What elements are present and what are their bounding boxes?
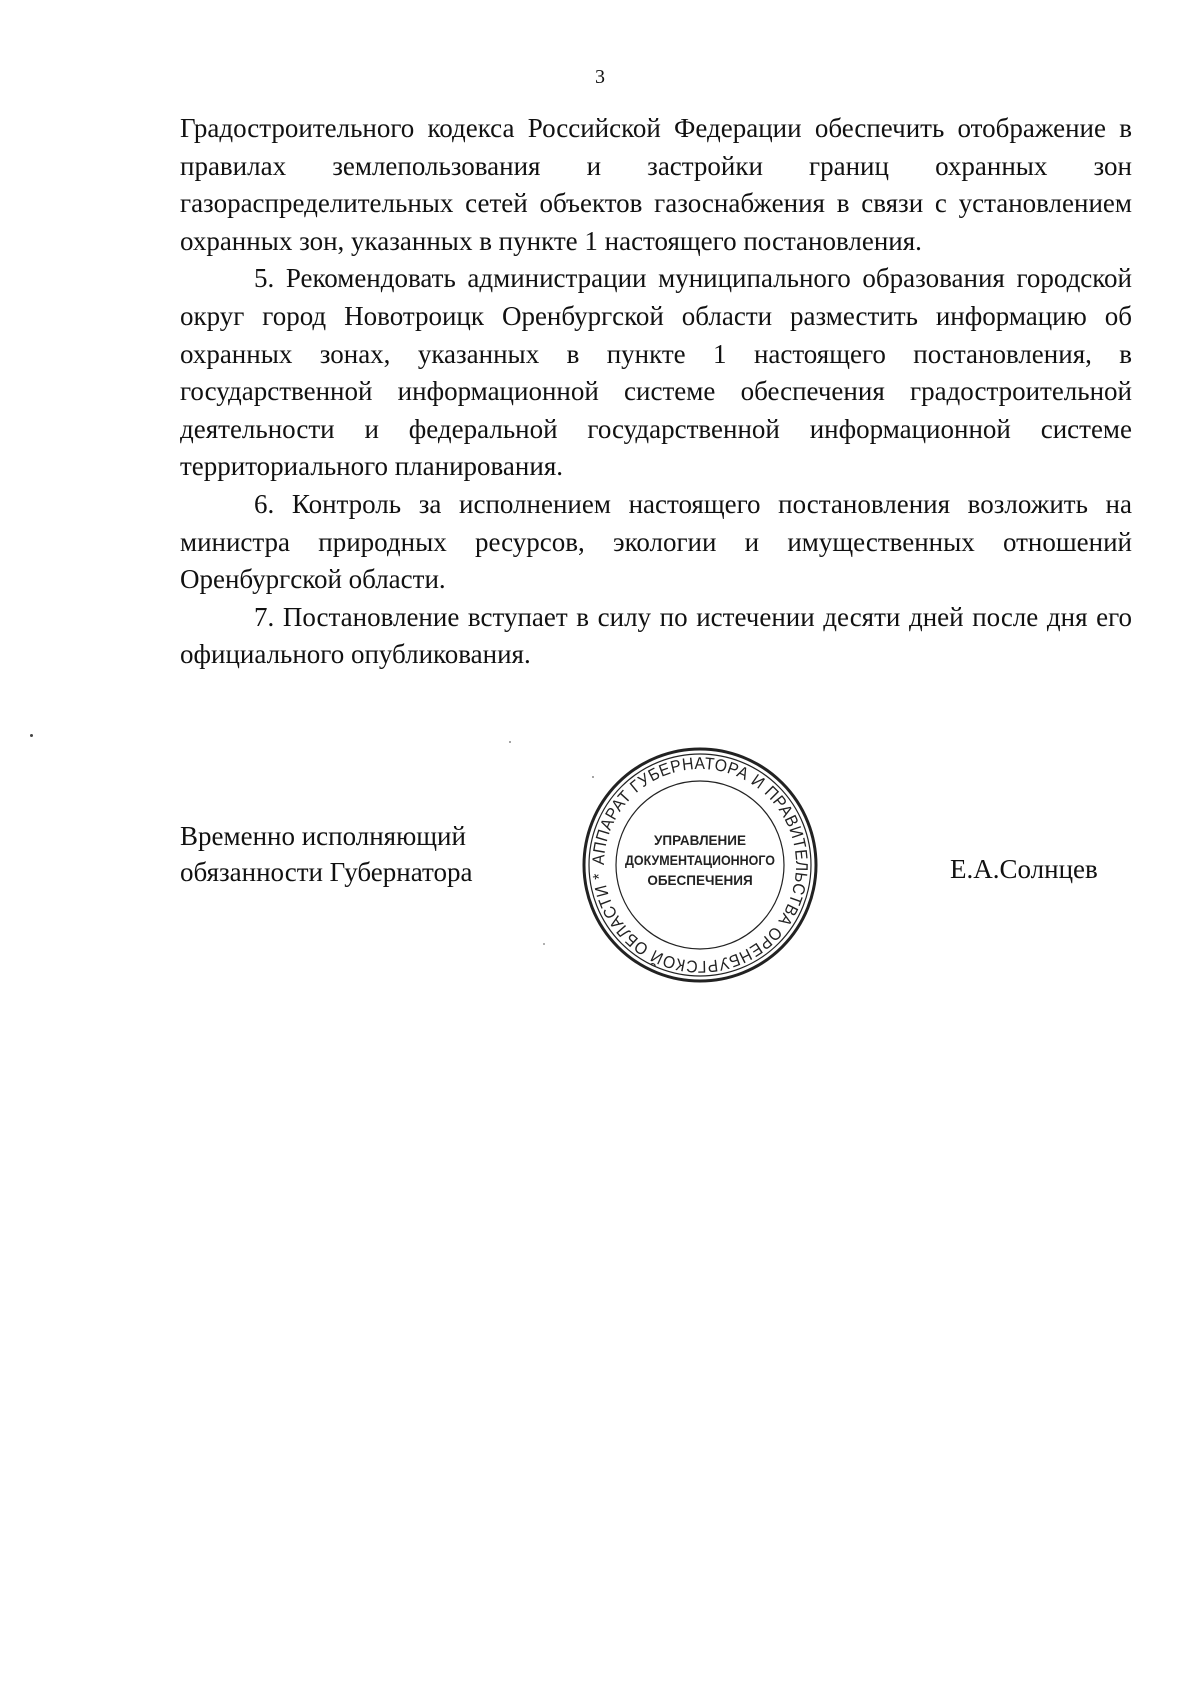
scan-artifact-dot — [30, 734, 33, 737]
paragraph-7: 7. Постановление вступает в силу по истечении десяти дней после дня его официального опубликования. — [180, 601, 1132, 670]
signatory-position-line-1: Временно исполняющий — [180, 821, 466, 851]
seal-center-line-3: ОБЕСПЕЧЕНИЯ — [647, 873, 753, 888]
paragraph-5: 5. Рекомендовать администрации муниципального образования городской округ город Новотроицк Оренбургской области разместить информацию об охранных зонах, указанных в пункте 1 настоящего постановления, в государственной информационной системе обеспечения градостроительной деятельности и федеральной государственной информационной системе территориального планирования. — [180, 263, 1132, 482]
seal-center-line-2: ДОКУМЕНТАЦИОННОГО — [625, 853, 775, 868]
document-body — [180, 110, 1132, 674]
seal-center-line-1: УПРАВЛЕНИЕ — [653, 833, 747, 848]
scan-artifact-dot — [509, 741, 511, 743]
scan-artifact-dot — [592, 776, 594, 778]
signatory-name: Е.А.Солнцев — [950, 854, 1098, 884]
paragraph-6: 6. Контроль за исполнением настоящего постановления возложить на министра природных ресурсов, экологии и имущественных отношений Оренбургской области. — [180, 488, 1132, 595]
scan-artifact-dot — [543, 943, 545, 945]
page-number: 3 — [595, 66, 605, 88]
signatory-position-line-2: обязанности Губернатора — [180, 857, 473, 887]
official-seal-stamp — [580, 745, 820, 985]
seal-outer-text: АППАРАТ ГУБЕРНАТОРА И ПРАВИТЕЛЬСТВА ОРЕНБУРГСКОЙ ОБЛАСТИ * — [588, 753, 812, 977]
signatory-position — [180, 818, 472, 890]
paragraph-continuation: Градостроительного кодекса Российской Федерации обеспечить отображение в правилах землепользования и застройки границ охранных зон газораспределительных сетей объектов газоснабжения в связи с установлением охранных зон, указанных в пункте 1 настоящего постановления. — [180, 113, 1132, 256]
